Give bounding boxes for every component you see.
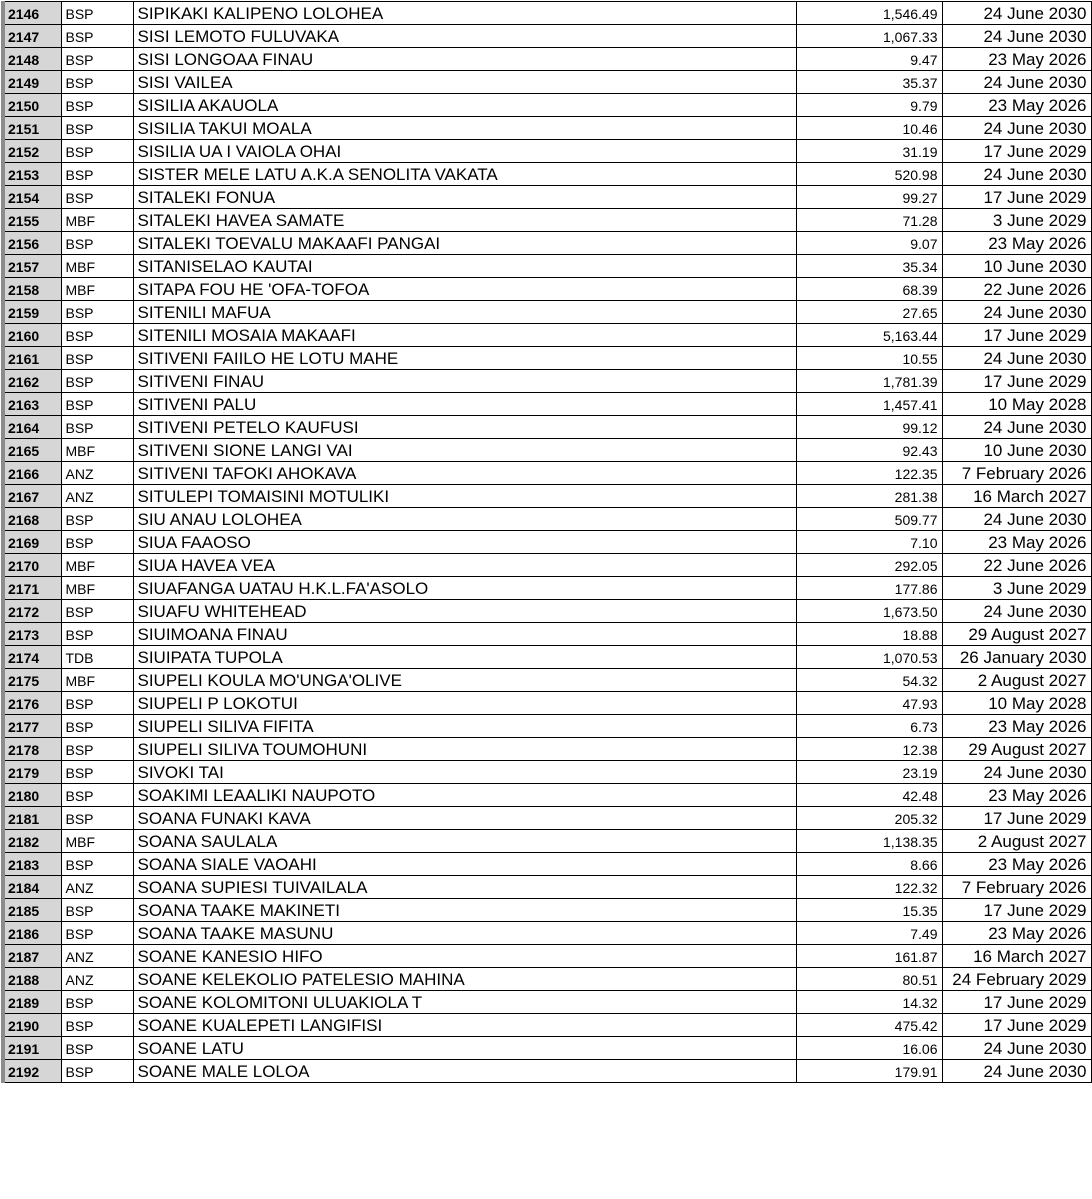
- date-cell: 7 February 2026: [942, 462, 1091, 485]
- amount-cell: 205.32: [796, 807, 942, 830]
- bank-code-cell: ANZ: [61, 462, 133, 485]
- table-row: [3, 554, 1091, 577]
- bank-code-cell: ANZ: [61, 876, 133, 899]
- bank-code-cell: BSP: [61, 807, 133, 830]
- account-name-cell: SITALEKI HAVEA SAMATE: [133, 209, 796, 232]
- bank-code-cell: BSP: [61, 761, 133, 784]
- account-name-cell: SOANE MALE LOLOA: [133, 1060, 796, 1083]
- bank-code-cell: MBF: [61, 830, 133, 853]
- bank-code-cell: BSP: [61, 692, 133, 715]
- row-number-cell: 2163: [3, 393, 61, 416]
- account-name-cell: SITAPA FOU HE 'OFA-TOFOA: [133, 278, 796, 301]
- row-number-cell: 2188: [3, 968, 61, 991]
- row-number-cell: 2187: [3, 945, 61, 968]
- date-cell: 2 August 2027: [942, 669, 1091, 692]
- amount-cell: 23.19: [796, 761, 942, 784]
- date-cell: 10 June 2030: [942, 255, 1091, 278]
- amount-cell: 35.34: [796, 255, 942, 278]
- table-row: [3, 255, 1091, 278]
- date-cell: 17 June 2029: [942, 186, 1091, 209]
- date-cell: 23 May 2026: [942, 232, 1091, 255]
- account-name-cell: SITIVENI FINAU: [133, 370, 796, 393]
- date-cell: 24 February 2029: [942, 968, 1091, 991]
- date-cell: 24 June 2030: [942, 1037, 1091, 1060]
- date-cell: 10 May 2028: [942, 393, 1091, 416]
- row-number-cell: 2155: [3, 209, 61, 232]
- date-cell: 24 June 2030: [942, 761, 1091, 784]
- account-name-cell: SOANE KANESIO HIFO: [133, 945, 796, 968]
- row-number-cell: 2150: [3, 94, 61, 117]
- bank-code-cell: ANZ: [61, 485, 133, 508]
- bank-code-cell: BSP: [61, 991, 133, 1014]
- table-row: [3, 1037, 1091, 1060]
- records-table-body: [3, 2, 1091, 1083]
- row-number-cell: 2151: [3, 117, 61, 140]
- bank-code-cell: MBF: [61, 255, 133, 278]
- records-table: [1, 1, 1092, 1083]
- date-cell: 23 May 2026: [942, 531, 1091, 554]
- table-row: [3, 48, 1091, 71]
- row-number-cell: 2191: [3, 1037, 61, 1060]
- date-cell: 3 June 2029: [942, 577, 1091, 600]
- row-number-cell: 2148: [3, 48, 61, 71]
- account-name-cell: SISILIA TAKUI MOALA: [133, 117, 796, 140]
- account-name-cell: SISI VAILEA: [133, 71, 796, 94]
- table-row: [3, 393, 1091, 416]
- account-name-cell: SIUIPATA TUPOLA: [133, 646, 796, 669]
- date-cell: 29 August 2027: [942, 623, 1091, 646]
- row-number-cell: 2176: [3, 692, 61, 715]
- table-row: [3, 347, 1091, 370]
- bank-code-cell: BSP: [61, 324, 133, 347]
- account-name-cell: SOANA SAULALA: [133, 830, 796, 853]
- amount-cell: 161.87: [796, 945, 942, 968]
- bank-code-cell: BSP: [61, 531, 133, 554]
- amount-cell: 1,781.39: [796, 370, 942, 393]
- account-name-cell: SITENILI MAFUA: [133, 301, 796, 324]
- table-row: [3, 669, 1091, 692]
- row-number-cell: 2157: [3, 255, 61, 278]
- amount-cell: 122.32: [796, 876, 942, 899]
- bank-code-cell: BSP: [61, 393, 133, 416]
- table-row: [3, 485, 1091, 508]
- date-cell: 16 March 2027: [942, 485, 1091, 508]
- account-name-cell: SITIVENI PETELO KAUFUSI: [133, 416, 796, 439]
- bank-code-cell: ANZ: [61, 945, 133, 968]
- row-number-cell: 2168: [3, 508, 61, 531]
- account-name-cell: SIUIMOANA FINAU: [133, 623, 796, 646]
- row-number-cell: 2156: [3, 232, 61, 255]
- amount-cell: 9.47: [796, 48, 942, 71]
- date-cell: 24 June 2030: [942, 2, 1091, 25]
- bank-code-cell: BSP: [61, 48, 133, 71]
- date-cell: 24 June 2030: [942, 416, 1091, 439]
- table-row: [3, 600, 1091, 623]
- amount-cell: 71.28: [796, 209, 942, 232]
- date-cell: 24 June 2030: [942, 600, 1091, 623]
- account-name-cell: SISILIA UA I VAIOLA OHAI: [133, 140, 796, 163]
- table-row: [3, 94, 1091, 117]
- amount-cell: 1,070.53: [796, 646, 942, 669]
- table-row: [3, 646, 1091, 669]
- amount-cell: 7.10: [796, 531, 942, 554]
- table-row: [3, 416, 1091, 439]
- row-number-cell: 2182: [3, 830, 61, 853]
- date-cell: 24 June 2030: [942, 301, 1091, 324]
- amount-cell: 475.42: [796, 1014, 942, 1037]
- bank-code-cell: BSP: [61, 508, 133, 531]
- table-row: [3, 1014, 1091, 1037]
- row-number-cell: 2161: [3, 347, 61, 370]
- account-name-cell: SISTER MELE LATU A.K.A SENOLITA VAKATA: [133, 163, 796, 186]
- row-number-cell: 2175: [3, 669, 61, 692]
- bank-code-cell: BSP: [61, 899, 133, 922]
- amount-cell: 99.12: [796, 416, 942, 439]
- bank-code-cell: ANZ: [61, 968, 133, 991]
- row-number-cell: 2177: [3, 715, 61, 738]
- account-name-cell: SOANE KOLOMITONI ULUAKIOLA T: [133, 991, 796, 1014]
- date-cell: 16 March 2027: [942, 945, 1091, 968]
- table-row: [3, 577, 1091, 600]
- table-row: [3, 370, 1091, 393]
- table-row: [3, 922, 1091, 945]
- bank-code-cell: BSP: [61, 600, 133, 623]
- bank-code-cell: BSP: [61, 853, 133, 876]
- date-cell: 29 August 2027: [942, 738, 1091, 761]
- amount-cell: 122.35: [796, 462, 942, 485]
- bank-code-cell: BSP: [61, 71, 133, 94]
- row-number-cell: 2152: [3, 140, 61, 163]
- account-name-cell: SITULEPI TOMAISINI MOTULIKI: [133, 485, 796, 508]
- row-number-cell: 2147: [3, 25, 61, 48]
- date-cell: 23 May 2026: [942, 853, 1091, 876]
- amount-cell: 15.35: [796, 899, 942, 922]
- date-cell: 7 February 2026: [942, 876, 1091, 899]
- row-number-cell: 2178: [3, 738, 61, 761]
- row-number-cell: 2172: [3, 600, 61, 623]
- row-number-cell: 2162: [3, 370, 61, 393]
- table-row: [3, 715, 1091, 738]
- amount-cell: 1,457.41: [796, 393, 942, 416]
- bank-code-cell: BSP: [61, 623, 133, 646]
- amount-cell: 12.38: [796, 738, 942, 761]
- bank-code-cell: BSP: [61, 1037, 133, 1060]
- row-number-cell: 2185: [3, 899, 61, 922]
- table-row: [3, 623, 1091, 646]
- row-number-cell: 2165: [3, 439, 61, 462]
- table-row: [3, 945, 1091, 968]
- row-number-cell: 2184: [3, 876, 61, 899]
- table-row: [3, 692, 1091, 715]
- table-row: [3, 462, 1091, 485]
- account-name-cell: SITENILI MOSAIA MAKAAFI: [133, 324, 796, 347]
- account-name-cell: SITIVENI PALU: [133, 393, 796, 416]
- date-cell: 17 June 2029: [942, 807, 1091, 830]
- table-row: [3, 807, 1091, 830]
- table-row: [3, 508, 1091, 531]
- amount-cell: 35.37: [796, 71, 942, 94]
- table-row: [3, 830, 1091, 853]
- date-cell: 22 June 2026: [942, 554, 1091, 577]
- row-number-cell: 2164: [3, 416, 61, 439]
- account-name-cell: SIPIKAKI KALIPENO LOLOHEA: [133, 2, 796, 25]
- table-row: [3, 876, 1091, 899]
- date-cell: 24 June 2030: [942, 71, 1091, 94]
- row-number-cell: 2169: [3, 531, 61, 554]
- amount-cell: 42.48: [796, 784, 942, 807]
- date-cell: 23 May 2026: [942, 715, 1091, 738]
- bank-code-cell: MBF: [61, 439, 133, 462]
- date-cell: 17 June 2029: [942, 899, 1091, 922]
- bank-code-cell: BSP: [61, 922, 133, 945]
- table-row: [3, 117, 1091, 140]
- table-row: [3, 899, 1091, 922]
- table-row: [3, 439, 1091, 462]
- bank-code-cell: BSP: [61, 163, 133, 186]
- amount-cell: 80.51: [796, 968, 942, 991]
- table-row: [3, 531, 1091, 554]
- amount-cell: 7.49: [796, 922, 942, 945]
- account-name-cell: SOANE KELEKOLIO PATELESIO MAHINA: [133, 968, 796, 991]
- row-number-cell: 2167: [3, 485, 61, 508]
- account-name-cell: SISI LEMOTO FULUVAKA: [133, 25, 796, 48]
- account-name-cell: SIUPELI KOULA MO'UNGA'OLIVE: [133, 669, 796, 692]
- row-number-cell: 2158: [3, 278, 61, 301]
- amount-cell: 5,163.44: [796, 324, 942, 347]
- table-row: [3, 25, 1091, 48]
- table-row: [3, 232, 1091, 255]
- bank-code-cell: BSP: [61, 94, 133, 117]
- row-number-cell: 2174: [3, 646, 61, 669]
- date-cell: 23 May 2026: [942, 94, 1091, 117]
- date-cell: 17 June 2029: [942, 991, 1091, 1014]
- account-name-cell: SIVOKI TAI: [133, 761, 796, 784]
- bank-code-cell: BSP: [61, 1060, 133, 1083]
- date-cell: 3 June 2029: [942, 209, 1091, 232]
- table-row: [3, 278, 1091, 301]
- amount-cell: 68.39: [796, 278, 942, 301]
- date-cell: 23 May 2026: [942, 48, 1091, 71]
- date-cell: 2 August 2027: [942, 830, 1091, 853]
- amount-cell: 1,546.49: [796, 2, 942, 25]
- bank-code-cell: BSP: [61, 715, 133, 738]
- account-name-cell: SIUPELI SILIVA TOUMOHUNI: [133, 738, 796, 761]
- amount-cell: 8.66: [796, 853, 942, 876]
- account-name-cell: SIUAFU WHITEHEAD: [133, 600, 796, 623]
- bank-code-cell: MBF: [61, 669, 133, 692]
- date-cell: 17 June 2029: [942, 140, 1091, 163]
- row-number-cell: 2173: [3, 623, 61, 646]
- table-row: [3, 738, 1091, 761]
- amount-cell: 1,673.50: [796, 600, 942, 623]
- amount-cell: 92.43: [796, 439, 942, 462]
- amount-cell: 6.73: [796, 715, 942, 738]
- account-name-cell: SITIVENI TAFOKI AHOKAVA: [133, 462, 796, 485]
- row-number-cell: 2186: [3, 922, 61, 945]
- amount-cell: 177.86: [796, 577, 942, 600]
- date-cell: 24 June 2030: [942, 347, 1091, 370]
- amount-cell: 16.06: [796, 1037, 942, 1060]
- row-number-cell: 2153: [3, 163, 61, 186]
- table-row: [3, 1060, 1091, 1083]
- date-cell: 17 June 2029: [942, 370, 1091, 393]
- amount-cell: 31.19: [796, 140, 942, 163]
- bank-code-cell: BSP: [61, 117, 133, 140]
- date-cell: 24 June 2030: [942, 508, 1091, 531]
- row-number-cell: 2189: [3, 991, 61, 1014]
- bank-code-cell: BSP: [61, 2, 133, 25]
- account-name-cell: SIUA HAVEA VEA: [133, 554, 796, 577]
- amount-cell: 10.46: [796, 117, 942, 140]
- date-cell: 17 June 2029: [942, 1014, 1091, 1037]
- table-row: [3, 140, 1091, 163]
- amount-cell: 14.32: [796, 991, 942, 1014]
- row-number-cell: 2181: [3, 807, 61, 830]
- account-name-cell: SIUPELI P LOKOTUI: [133, 692, 796, 715]
- table-row: [3, 853, 1091, 876]
- table-row: [3, 324, 1091, 347]
- account-name-cell: SISI LONGOAA FINAU: [133, 48, 796, 71]
- date-cell: 22 June 2026: [942, 278, 1091, 301]
- bank-code-cell: BSP: [61, 416, 133, 439]
- bank-code-cell: MBF: [61, 554, 133, 577]
- bank-code-cell: MBF: [61, 278, 133, 301]
- date-cell: 24 June 2030: [942, 1060, 1091, 1083]
- amount-cell: 281.38: [796, 485, 942, 508]
- account-name-cell: SISILIA AKAUOLA: [133, 94, 796, 117]
- table-row: [3, 991, 1091, 1014]
- row-number-cell: 2159: [3, 301, 61, 324]
- amount-cell: 18.88: [796, 623, 942, 646]
- bank-code-cell: BSP: [61, 301, 133, 324]
- row-number-cell: 2171: [3, 577, 61, 600]
- row-number-cell: 2146: [3, 2, 61, 25]
- bank-code-cell: TDB: [61, 646, 133, 669]
- row-number-cell: 2154: [3, 186, 61, 209]
- date-cell: 10 June 2030: [942, 439, 1091, 462]
- account-name-cell: SOANA SIALE VAOAHI: [133, 853, 796, 876]
- table-row: [3, 301, 1091, 324]
- account-name-cell: SOANE LATU: [133, 1037, 796, 1060]
- amount-cell: 509.77: [796, 508, 942, 531]
- account-name-cell: SOANA TAAKE MAKINETI: [133, 899, 796, 922]
- amount-cell: 292.05: [796, 554, 942, 577]
- table-row: [3, 784, 1091, 807]
- account-name-cell: SIUPELI SILIVA FIFITA: [133, 715, 796, 738]
- account-name-cell: SOANA FUNAKI KAVA: [133, 807, 796, 830]
- account-name-cell: SITIVENI SIONE LANGI VAI: [133, 439, 796, 462]
- account-name-cell: SIU ANAU LOLOHEA: [133, 508, 796, 531]
- table-row: [3, 209, 1091, 232]
- account-name-cell: SITALEKI TOEVALU MAKAAFI PANGAI: [133, 232, 796, 255]
- date-cell: 10 May 2028: [942, 692, 1091, 715]
- table-row: [3, 186, 1091, 209]
- date-cell: 24 June 2030: [942, 117, 1091, 140]
- amount-cell: 10.55: [796, 347, 942, 370]
- account-name-cell: SIUAFANGA UATAU H.K.L.FA'ASOLO: [133, 577, 796, 600]
- date-cell: 26 January 2030: [942, 646, 1091, 669]
- account-name-cell: SOANA SUPIESI TUIVAILALA: [133, 876, 796, 899]
- bank-code-cell: BSP: [61, 1014, 133, 1037]
- bank-code-cell: BSP: [61, 738, 133, 761]
- table-row: [3, 2, 1091, 25]
- bank-code-cell: BSP: [61, 140, 133, 163]
- amount-cell: 99.27: [796, 186, 942, 209]
- amount-cell: 1,138.35: [796, 830, 942, 853]
- row-number-cell: 2192: [3, 1060, 61, 1083]
- date-cell: 24 June 2030: [942, 163, 1091, 186]
- account-name-cell: SOAKIMI LEAALIKI NAUPOTO: [133, 784, 796, 807]
- row-number-cell: 2190: [3, 1014, 61, 1037]
- table-row: [3, 968, 1091, 991]
- date-cell: 17 June 2029: [942, 324, 1091, 347]
- amount-cell: 47.93: [796, 692, 942, 715]
- amount-cell: 520.98: [796, 163, 942, 186]
- bank-code-cell: MBF: [61, 209, 133, 232]
- date-cell: 24 June 2030: [942, 25, 1091, 48]
- bank-code-cell: BSP: [61, 370, 133, 393]
- amount-cell: 54.32: [796, 669, 942, 692]
- account-name-cell: SOANA TAAKE MASUNU: [133, 922, 796, 945]
- account-name-cell: SITIVENI FAIILO HE LOTU MAHE: [133, 347, 796, 370]
- table-row: [3, 163, 1091, 186]
- amount-cell: 9.79: [796, 94, 942, 117]
- bank-code-cell: BSP: [61, 347, 133, 370]
- amount-cell: 9.07: [796, 232, 942, 255]
- row-number-cell: 2170: [3, 554, 61, 577]
- row-number-cell: 2179: [3, 761, 61, 784]
- date-cell: 23 May 2026: [942, 784, 1091, 807]
- table-row: [3, 71, 1091, 94]
- account-name-cell: SOANE KUALEPETI LANGIFISI: [133, 1014, 796, 1037]
- row-number-cell: 2149: [3, 71, 61, 94]
- account-name-cell: SITALEKI FONUA: [133, 186, 796, 209]
- bank-code-cell: BSP: [61, 232, 133, 255]
- row-number-cell: 2160: [3, 324, 61, 347]
- amount-cell: 27.65: [796, 301, 942, 324]
- bank-code-cell: BSP: [61, 25, 133, 48]
- amount-cell: 1,067.33: [796, 25, 942, 48]
- bank-code-cell: BSP: [61, 186, 133, 209]
- row-number-cell: 2166: [3, 462, 61, 485]
- date-cell: 23 May 2026: [942, 922, 1091, 945]
- account-name-cell: SIUA FAAOSO: [133, 531, 796, 554]
- row-number-cell: 2183: [3, 853, 61, 876]
- table-row: [3, 761, 1091, 784]
- amount-cell: 179.91: [796, 1060, 942, 1083]
- bank-code-cell: MBF: [61, 577, 133, 600]
- row-number-cell: 2180: [3, 784, 61, 807]
- account-name-cell: SITANISELAO KAUTAI: [133, 255, 796, 278]
- bank-code-cell: BSP: [61, 784, 133, 807]
